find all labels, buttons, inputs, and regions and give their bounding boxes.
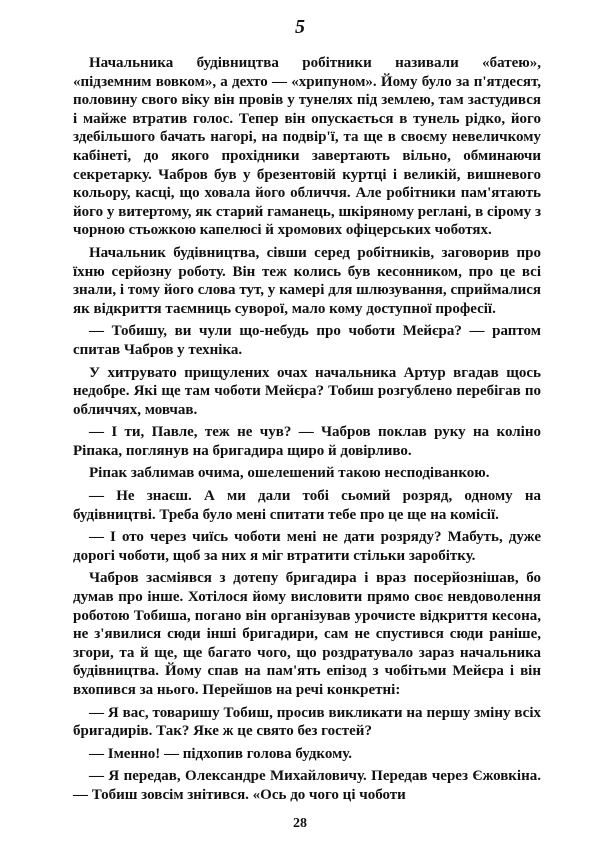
chapter-number: 5: [295, 16, 305, 38]
paragraph: — Іменно! — підхопив голова будкому.: [89, 745, 353, 762]
paragraph: — Я передав, Олександре Михайловичу. Передав через Єжовкіна.— Тобиш зовсім знітився. «Ось до чого ці чоботи: [73, 768, 541, 803]
paragraph: — Я вас, товаришу Тобиш, просив викликати на першу зміну всіх бригадирів. Так? Яке ж це свято без гостей?: [73, 704, 541, 740]
paragraph: Ріпак заблимав очима, ошелешений такою несподіванкою.: [89, 465, 490, 482]
paragraph: Начальника будівництва робітники називали «батею», «підземним вовком», а дехто — «хрипуном». Йому було за п'ятдесят, половину свого віку він провів у тунелях під землею, там застудився і майже втратив голос. Тепер він опускається в тунель рідко, його здебільшого бачать нагорі, на подвір'ї, та ще в своєму невеличкому кабінеті, до якого прохідники завертають вільно, обминаючи секретарку. Чабров був у брезентовій куртці і великій, вишневого кольору, касці, що ховала його обличчя. Але робітники пам'ятають його у витертому, як старий гаманець, шкіряному реглані, в сірому з чорною стьожкою капелюсі й хромових офіцерських чоботях.: [73, 55, 541, 239]
paragraph: — Тобишу, ви чули що-небудь про чоботи Мейєра? — раптом спитав Чабров у техніка.: [73, 323, 541, 358]
paragraph: У хитрувато прищулених очах начальника Артур вгадав щось недобре. Які ще там чоботи Мейєра? Тобиш розгублено перебігав по обличчях, мовчав.: [73, 364, 541, 418]
paragraph: Чабров засміявся з дотепу бригадира і враз посерйознішав, бо думав про інше. Хотілося йому висловити прямо своє невдоволення роботою Тобиша, погано він організував урочисте відкриття кесона, не з'явилися сюди інші бригадири, сам не спустився сюди раніше, згори, та й ще, ще багато чого, що роздратувало зараз начальника будівництва. Йому спав на пам'ять епізод з чобітьми Мейєра і він вхопився за нього. Перейшов на речі конкретні:: [73, 570, 541, 698]
body-text: [73, 54, 541, 809]
paragraph: — І ото через чиїсь чоботи мені не дати розряду? Мабуть, дуже дорогі чоботи, щоб за них я міг втратити стільки заробітку.: [73, 529, 541, 564]
paragraph: — Не знаєш. А ми дали тобі сьомий розряд, одному на будівництві. Треба було мені спитати тебе про це ще на комісії.: [73, 488, 541, 523]
paragraph: Начальник будівництва, сівши серед робітників, заговорив про їхню серйозну роботу. Він теж колись був кесонником, про це всі знали, і тому його слова тут, у камері для шлюзування, сприймалися як відкриття таємниць суворої, мало кому доступної професії.: [73, 244, 541, 317]
paragraph: — І ти, Павле, теж не чув? — Чабров поклав руку на коліно Ріпака, поглянув на бригадира щиро й довірливо.: [73, 424, 541, 459]
page-number: 28: [293, 816, 307, 831]
